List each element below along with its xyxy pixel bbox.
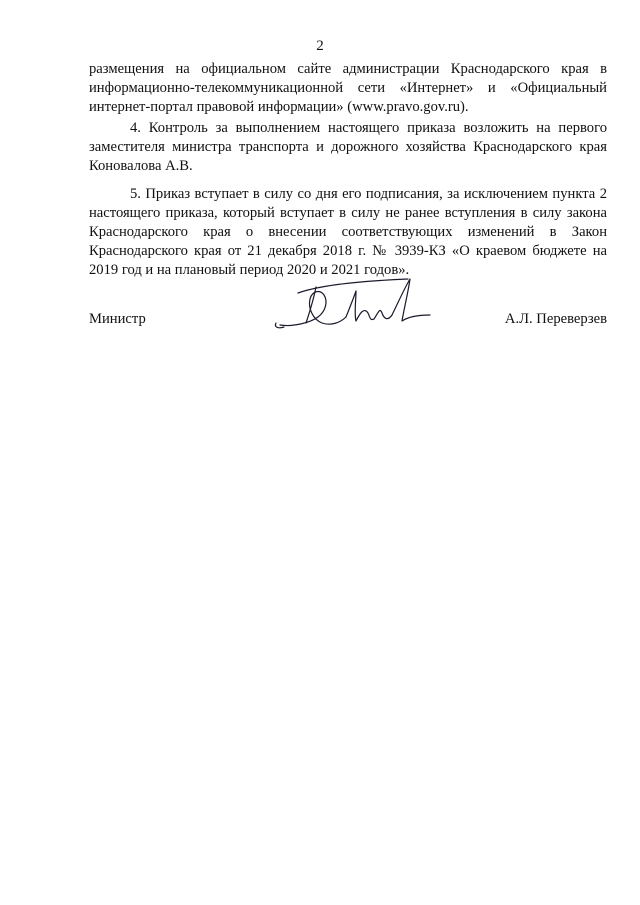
paragraph-continuation: размещения на официальном сайте администрации Краснодарского края в информационно-телекоммуникационной сети «Интернет» и «Официальный интернет-портал правовой информации» (www.pravo.gov.ru). <box>89 61 607 115</box>
signature-row <box>89 311 607 333</box>
signatory-title: Министр <box>89 311 146 327</box>
paragraph-5: 5. Приказ вступает в силу со дня его подписания, за исключением пункта 2 настоящего приказа, который вступает в силу не ранее вступления в силу закона Краснодарского края о внесении соответствующих изменений в Закон Краснодарского края от 21 декабря 2018 г. № 3939-КЗ «О краевом бюджете на 2019 год и на плановый период 2020 и 2021 годов». <box>89 186 607 278</box>
signatory-name: А.Л. Переверзев <box>504 311 607 327</box>
document-body <box>89 60 607 280</box>
page-number: 2 <box>316 38 324 54</box>
paragraph-4: 4. Контроль за выполнением настоящего приказа возложить на первого заместителя министра транспорта и дорожного хозяйства Краснодарского края Коновалова А.В. <box>89 120 607 174</box>
